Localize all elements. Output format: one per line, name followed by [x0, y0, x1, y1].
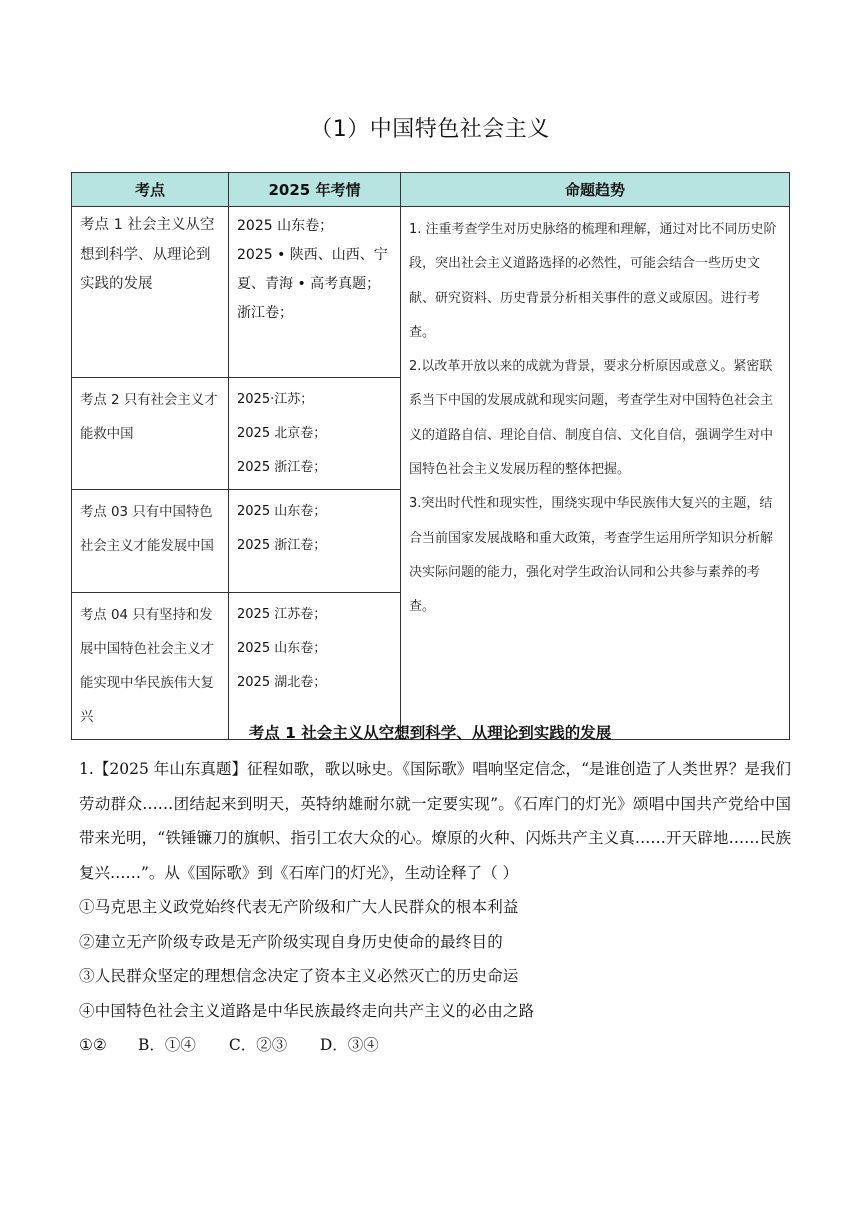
- table-row: [72, 207, 790, 378]
- kaodian-cell: 考点 1 社会主义从空想到科学、从理论到实践的发展: [80, 217, 215, 292]
- trend-item: 3.突出时代性和现实性，围绕实现中华民族伟大复兴的主题，结合当前国家发展战略和重大政策，考查学生运用所学知识分析解决实际问题的能力，强化对学生政治认同和公共参与素养的考查。: [409, 496, 774, 615]
- table-header-row: [72, 173, 790, 207]
- statement-item: ④中国特色社会主义道路是中华民族最终走向共产主义的必由之路: [79, 1001, 535, 1020]
- choice-d: D．③④: [319, 1036, 379, 1054]
- header-kaodian: 考点: [72, 173, 229, 207]
- exam-entry: 2025 • 陕西、山西、宁夏、青海 • 高考真题；: [237, 247, 388, 292]
- exam-entry: 2025 浙江卷；: [237, 538, 327, 553]
- choice-b: B．①④: [137, 1036, 196, 1054]
- exam-summary-table: [71, 172, 790, 740]
- exam-entry: 2025 北京卷；: [237, 426, 327, 441]
- exam-entry: 2025 山东卷；: [237, 504, 327, 519]
- exam-entry: 浙江卷；: [237, 305, 293, 321]
- kaodian-cell: 考点 04 只有坚持和发展中国特色社会主义才能实现中华民族伟大复兴: [80, 608, 214, 725]
- page-title: （1）中国特色社会主义: [310, 117, 550, 142]
- header-exam-status: 2025 年考情: [229, 173, 401, 207]
- question-stem: 1.【2025 年山东真题】征程如歌，歌以咏史。《国际歌》唱响坚定信念，“是谁创造了人类世界？是我们劳动群众……团结起来到明天，英特纳雄耐尔就一定要实现”。《石库门的灯光》颂唱中国共产党给中国带来光明，“铁锤镰刀的旗帜、指引工农大众的心。燎原的火种、闪烁共产主义真……开天辟地……民族复兴……”。从《国际歌》到《石库门的灯光》，生动诠释了（ ）: [79, 760, 791, 882]
- statement-item: ②建立无产阶级专政是无产阶级实现自身历史使命的最终目的: [79, 932, 503, 951]
- exam-entry: 2025 浙江卷；: [237, 460, 327, 475]
- question-block: [79, 752, 791, 1063]
- choice-a: ①②: [79, 1036, 107, 1054]
- exam-entry: 2025·江苏；: [237, 392, 314, 407]
- exam-entry: 2025 山东卷；: [237, 218, 334, 234]
- choice-c: C．②③: [228, 1036, 288, 1054]
- exam-entry: 2025 湖北卷；: [237, 675, 327, 690]
- trend-item: 2.以改革开放以来的成就为背景，要求分析原因或意义。紧密联系当下中国的发展成就和现实问题，考查学生对中国特色社会主义的道路自信、理论自信、制度自信、文化自信，强调学生对中国特色社会主义发展历程的整体把握。: [409, 359, 774, 478]
- statement-item: ③人民群众坚定的理想信念决定了资本主义必然灭亡的历史命运: [79, 967, 519, 985]
- kaodian-cell: 考点 2 只有社会主义才能救中国: [80, 393, 218, 442]
- trend-cell: [401, 207, 789, 625]
- exam-entry: 2025 江苏卷；: [237, 607, 327, 622]
- statement-item: ①马克思主义政党始终代表无产阶级和广大人民群众的根本利益: [79, 898, 519, 916]
- kaodian-cell: 考点 03 只有中国特色社会主义才能发展中国: [80, 505, 214, 554]
- header-trend: 命题趋势: [401, 173, 790, 207]
- trend-item: 1. 注重考查学生对历史脉络的梳理和理解，通过对比不同历史阶段，突出社会主义道路选择的必然性，可能会结合一些历史文献、研究资料、历史背景分析相关事件的意义或原因。进行考查。: [409, 222, 777, 340]
- answer-choices: [79, 1028, 791, 1063]
- section-title: 考点 1 社会主义从空想到科学、从理论到实践的发展: [248, 724, 612, 742]
- exam-entry: 2025 山东卷；: [237, 641, 327, 656]
